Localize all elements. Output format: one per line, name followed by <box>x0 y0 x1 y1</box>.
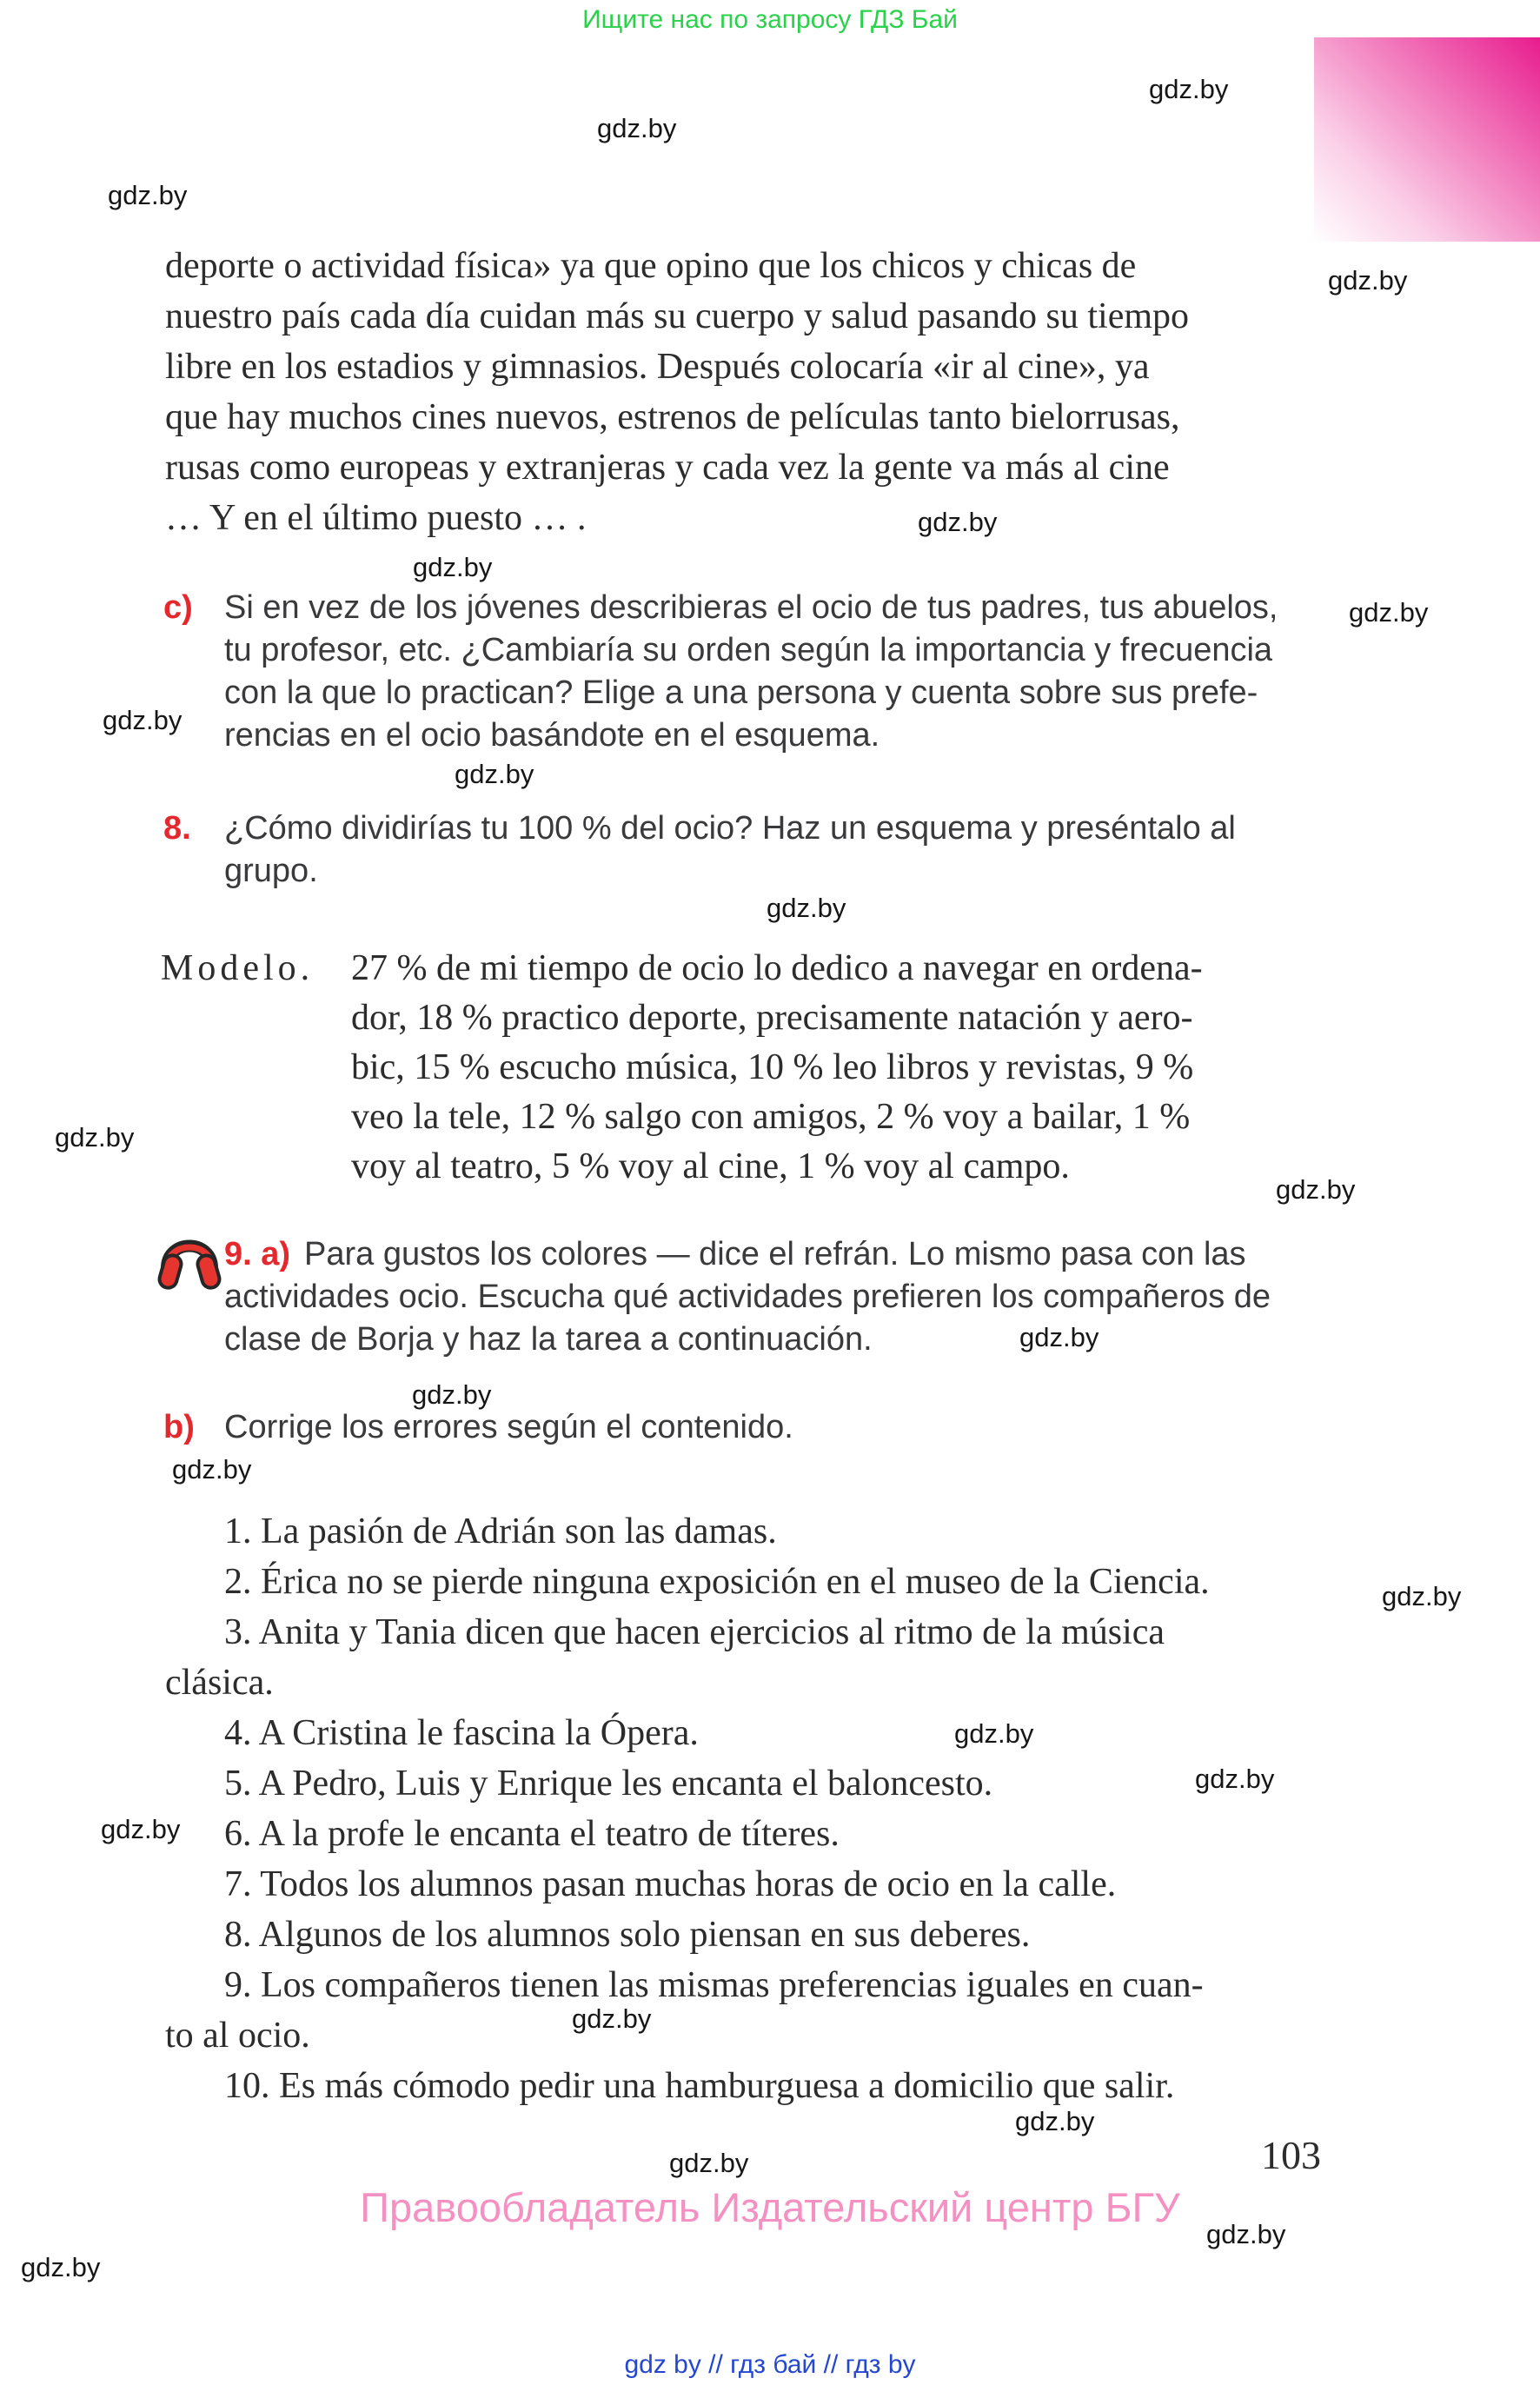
watermark: gdz.by <box>413 552 493 582</box>
exercise-item: 3. Anita y Tania dicen que hacen ejercicios al ritmo de la música <box>224 1612 1165 1652</box>
watermark: gdz.by <box>1015 2106 1095 2136</box>
exercise-item-continuation: clásica. <box>165 1663 274 1703</box>
paragraph-line: voy al teatro, 5 % voy al cine, 1 % voy al campo. <box>351 1146 1070 1186</box>
watermark: gdz.by <box>412 1379 492 1410</box>
exercise-item: 2. Érica no se pierde ninguna exposición en el museo de la Ciencia. <box>224 1562 1210 1602</box>
exercise-item: 8. Algunos de los alumnos solo piensan en sus deberes. <box>224 1915 1031 1955</box>
paragraph-line-text: Para gustos los colores — dice el refrán. Lo mismo pasa con las <box>304 1236 1246 1272</box>
paragraph-line: nuestro país cada día cuidan más su cuerpo y salud pasando su tiempo <box>165 296 1190 336</box>
watermark: gdz.by <box>108 180 188 210</box>
watermark: gdz.by <box>597 113 677 143</box>
exercise-list <box>165 1506 1317 2111</box>
paragraph-line: 27 % de mi tiempo de ocio lo dedico a navegar en ordena- <box>351 948 1203 988</box>
top-banner: Ищите нас по запросу ГДЗ Бай <box>582 5 958 34</box>
task-9a-label: 9. a) <box>224 1236 291 1272</box>
intro-paragraph <box>165 241 1321 543</box>
paragraph-line: grupo. <box>224 853 318 889</box>
paragraph-line: veo la tele, 12 % salgo con amigos, 2 % voy a bailar, 1 % <box>351 1097 1191 1137</box>
task-8-label: 8. <box>163 810 191 847</box>
watermark: gdz.by <box>1276 1174 1356 1205</box>
paragraph-line: rusas como europeas y extranjeras y cada vez la gente va más al cine <box>165 448 1170 488</box>
task-c-label: c) <box>163 589 193 626</box>
paragraph-line: Corrige los errores según el contenido. <box>224 1409 793 1445</box>
paragraph-line: dor, 18 % practico deporte, precisamente natación y aero- <box>351 998 1193 1038</box>
watermark: gdz.by <box>101 1814 181 1844</box>
exercise-item: 4. A Cristina le fascina la Ópera. <box>224 1713 699 1753</box>
watermark: gdz.by <box>918 507 998 537</box>
watermark: gdz.by <box>172 1454 252 1485</box>
exercise-item: 6. A la profe le encanta el teatro de títeres. <box>224 1814 840 1854</box>
watermark: gdz.by <box>1349 597 1429 628</box>
watermark: gdz.by <box>1195 1764 1275 1794</box>
modelo-label: Modelo. <box>161 948 315 988</box>
task-8 <box>163 807 1236 893</box>
watermark: gdz.by <box>1149 74 1229 104</box>
watermark: gdz.by <box>1206 2219 1286 2249</box>
watermark: gdz.by <box>103 705 183 735</box>
exercise-item: 7. Todos los alumnos pasan muchas horas de ocio en la calle. <box>224 1864 1117 1904</box>
exercise-item: 5. A Pedro, Luis y Enrique les encanta el baloncesto. <box>224 1764 993 1804</box>
copyright-line: Правообладатель Издательский центр БГУ <box>360 2184 1180 2230</box>
pink-gradient-decoration <box>1314 37 1540 242</box>
paragraph-line: actividades ocio. Escucha qué actividades prefieren los compañeros de <box>224 1279 1271 1315</box>
paragraph-line: clase de Borja y haz la tarea a continuación. <box>224 1321 873 1358</box>
paragraph-line: libre en los estadios y gimnasios. Después colocaría «ir al cine», ya <box>165 347 1150 387</box>
paragraph-line: deporte o actividad física» ya que opino que los chicos y chicas de <box>165 246 1137 286</box>
watermark: gdz.by <box>669 2148 749 2178</box>
watermark: gdz.by <box>954 1718 1034 1749</box>
exercise-item-continuation: to al ocio. <box>165 2016 310 2056</box>
task-c <box>163 587 1278 757</box>
exercise-item: 10. Es más cómodo pedir una hamburguesa a domicilio que salir. <box>224 2066 1175 2106</box>
paragraph-line: … Y en el último puesto … . <box>165 498 587 538</box>
watermark: gdz.by <box>1382 1581 1462 1611</box>
watermark: gdz.by <box>55 1122 135 1153</box>
task-b <box>163 1406 793 1449</box>
paragraph-line: Si en vez de los jóvenes describieras el ocio de tus padres, tus abuelos, <box>224 589 1278 626</box>
watermark: gdz.by <box>572 2003 652 2034</box>
exercise-item: 1. La pasión de Adrián son las damas. <box>224 1511 777 1551</box>
paragraph-line: tu profesor, etc. ¿Cambiaría su orden según la importancia y frecuencia <box>224 632 1273 668</box>
task-9a <box>224 1233 1271 1361</box>
headphones-icon <box>156 1228 222 1291</box>
watermark: gdz.by <box>1019 1322 1099 1352</box>
task-b-label: b) <box>163 1409 195 1445</box>
watermark: gdz.by <box>1328 265 1408 296</box>
modelo-block <box>161 944 1319 1192</box>
watermark: gdz.by <box>767 893 846 923</box>
exercise-item: 9. Los compañeros tienen las mismas preferencias iguales en cuan- <box>224 1965 1204 2005</box>
paragraph-line: con la que lo practican? Elige a una persona y cuenta sobre sus prefe- <box>224 674 1258 711</box>
footer-links: gdz by // гдз бай // гдз by <box>624 2350 916 2379</box>
paragraph-line <box>224 1233 1271 1276</box>
paragraph-line: bic, 15 % escucho música, 10 % leo libros y revistas, 9 % <box>351 1047 1194 1087</box>
watermark: gdz.by <box>21 2252 101 2282</box>
paragraph-line: rencias en el ocio basándote en el esquema. <box>224 717 880 754</box>
paragraph-line: ¿Cómo dividirías tu 100 % del ocio? Haz un esquema y preséntalo al <box>224 810 1236 847</box>
page-number: 103 <box>1261 2133 1321 2177</box>
watermark: gdz.by <box>455 759 534 789</box>
paragraph-line: que hay muchos cines nuevos, estrenos de películas tanto bielorrusas, <box>165 397 1180 437</box>
